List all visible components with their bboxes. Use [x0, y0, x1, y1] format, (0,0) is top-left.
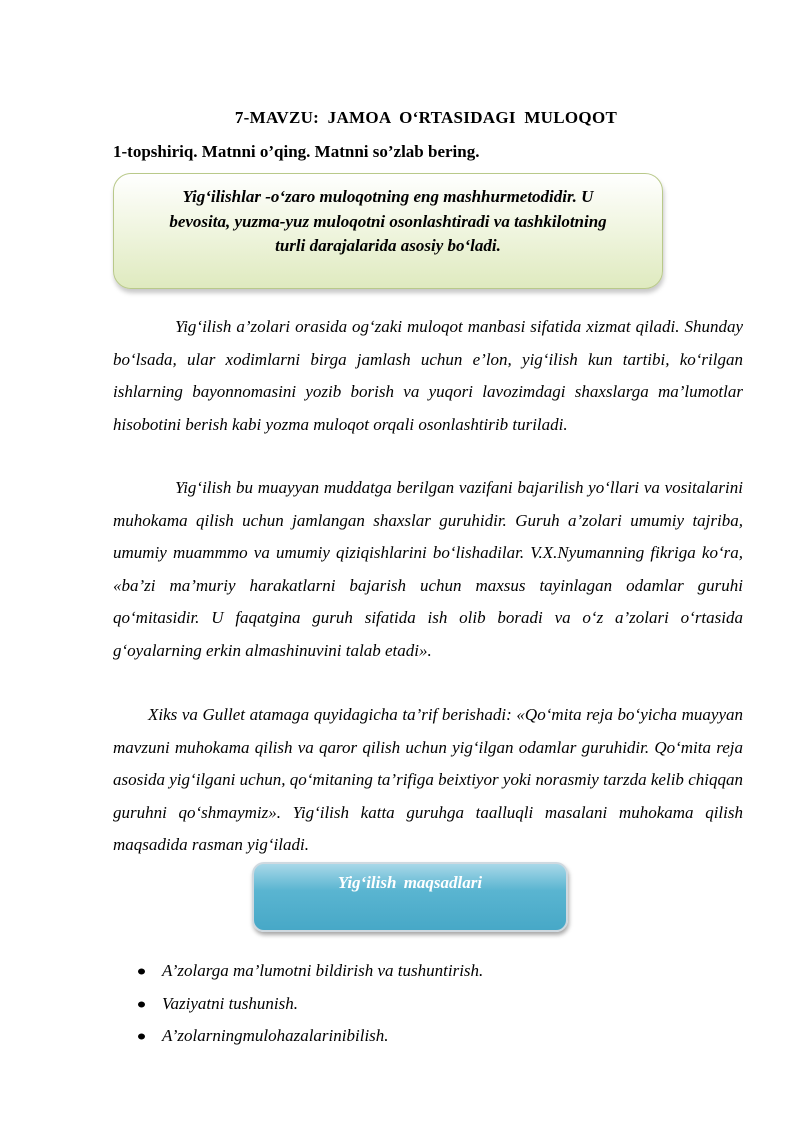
bullet-icon: [138, 1001, 145, 1007]
paragraph-2: Yig‘ilish bu muayyan muddatga berilgan vazifani bajarilish yo‘llari va vositalarini muhokama qilish uchun jamlangan shaxslar guruhidir. Guruh a’zolari umumiy tajriba, umumiy muammmo va umumiy qiziqishlarini bo‘lishadilar. V.X.Nyumanning fikriga ko‘ra, «ba’zi ma’muriy harakatlarni bajarish uchun maxsus tayinlagan odamlar guruhi qo‘mitasidir. U faqatgina guruh sifatida ish olib boradi va o‘z a’zolari o‘rtasida g‘oyalarning erkin almashinuvini talab etadi».: [113, 478, 743, 660]
paragraph-3: Xiks va Gullet atamaga quyidagicha ta’rif berishadi: «Qo‘mita reja bo‘yicha muayyan mavzuni muhokama qilish va qaror qilish uchun yig‘ilgan odamlar guruhidir. Qo‘mita reja asosida yig‘ilgani uchun, qo‘mitaning ta’rifiga beixtiyor yoki norasmiy tarzda kelib chiqqan guruhni qo‘shmaymiz». Yig‘ilish katta guruhga taalluqli masalani muhokama qilish maqsadida rasman yig‘iladi.: [113, 705, 743, 855]
bullet-icon: [138, 969, 145, 975]
page-title: 7-MAVZU: JAMOA O‘RTASIDAGI MULOQOT: [234, 108, 618, 127]
goals-list: [138, 955, 483, 1053]
banner-label: Yig‘ilish maqsadlari: [337, 873, 483, 892]
bullet-icon: [138, 1034, 145, 1040]
section-banner: [252, 862, 568, 932]
list-item: [138, 955, 483, 988]
list-item: [138, 1020, 483, 1053]
callout-line-3: turli darajalarida asosiy bo‘ladi.: [275, 236, 501, 255]
list-item-text: A’zolarningmulohazalarinibilish.: [162, 1026, 389, 1045]
definition-callout-box: [113, 173, 663, 289]
callout-line-1: Yig‘ilishlar -o‘zaro muloqotning eng mashhurmetodidir. U: [182, 187, 594, 206]
callout-line-2: bevosita, yuzma-yuz muloqotni osonlashtiradi va tashkilotning: [169, 211, 607, 231]
list-item-text: Vaziyatni tushunish.: [162, 993, 299, 1013]
task-heading: 1-topshiriq. Matnni o’qing. Matnni so’zlab bering.: [113, 142, 480, 161]
paragraph-1: Yig‘ilish a’zolari orasida og‘zaki muloqot manbasi sifatida xizmat qiladi. Shunday bo‘lsada, ular xodimlarni birga jamlash uchun e’lon, yig‘ilish kun tartibi, ko‘rilgan ishlarning bayonnomasini yozib borish va yuqori lavozimdagi shaxslarga ma’lumotlar hisobotini berish kabi yozma muloqot orqali osonlashtirib turiladi.: [113, 317, 743, 434]
list-item-text: A’zolarga ma’lumotni bildirish va tushuntirish.: [162, 961, 484, 980]
list-item: [138, 988, 483, 1021]
